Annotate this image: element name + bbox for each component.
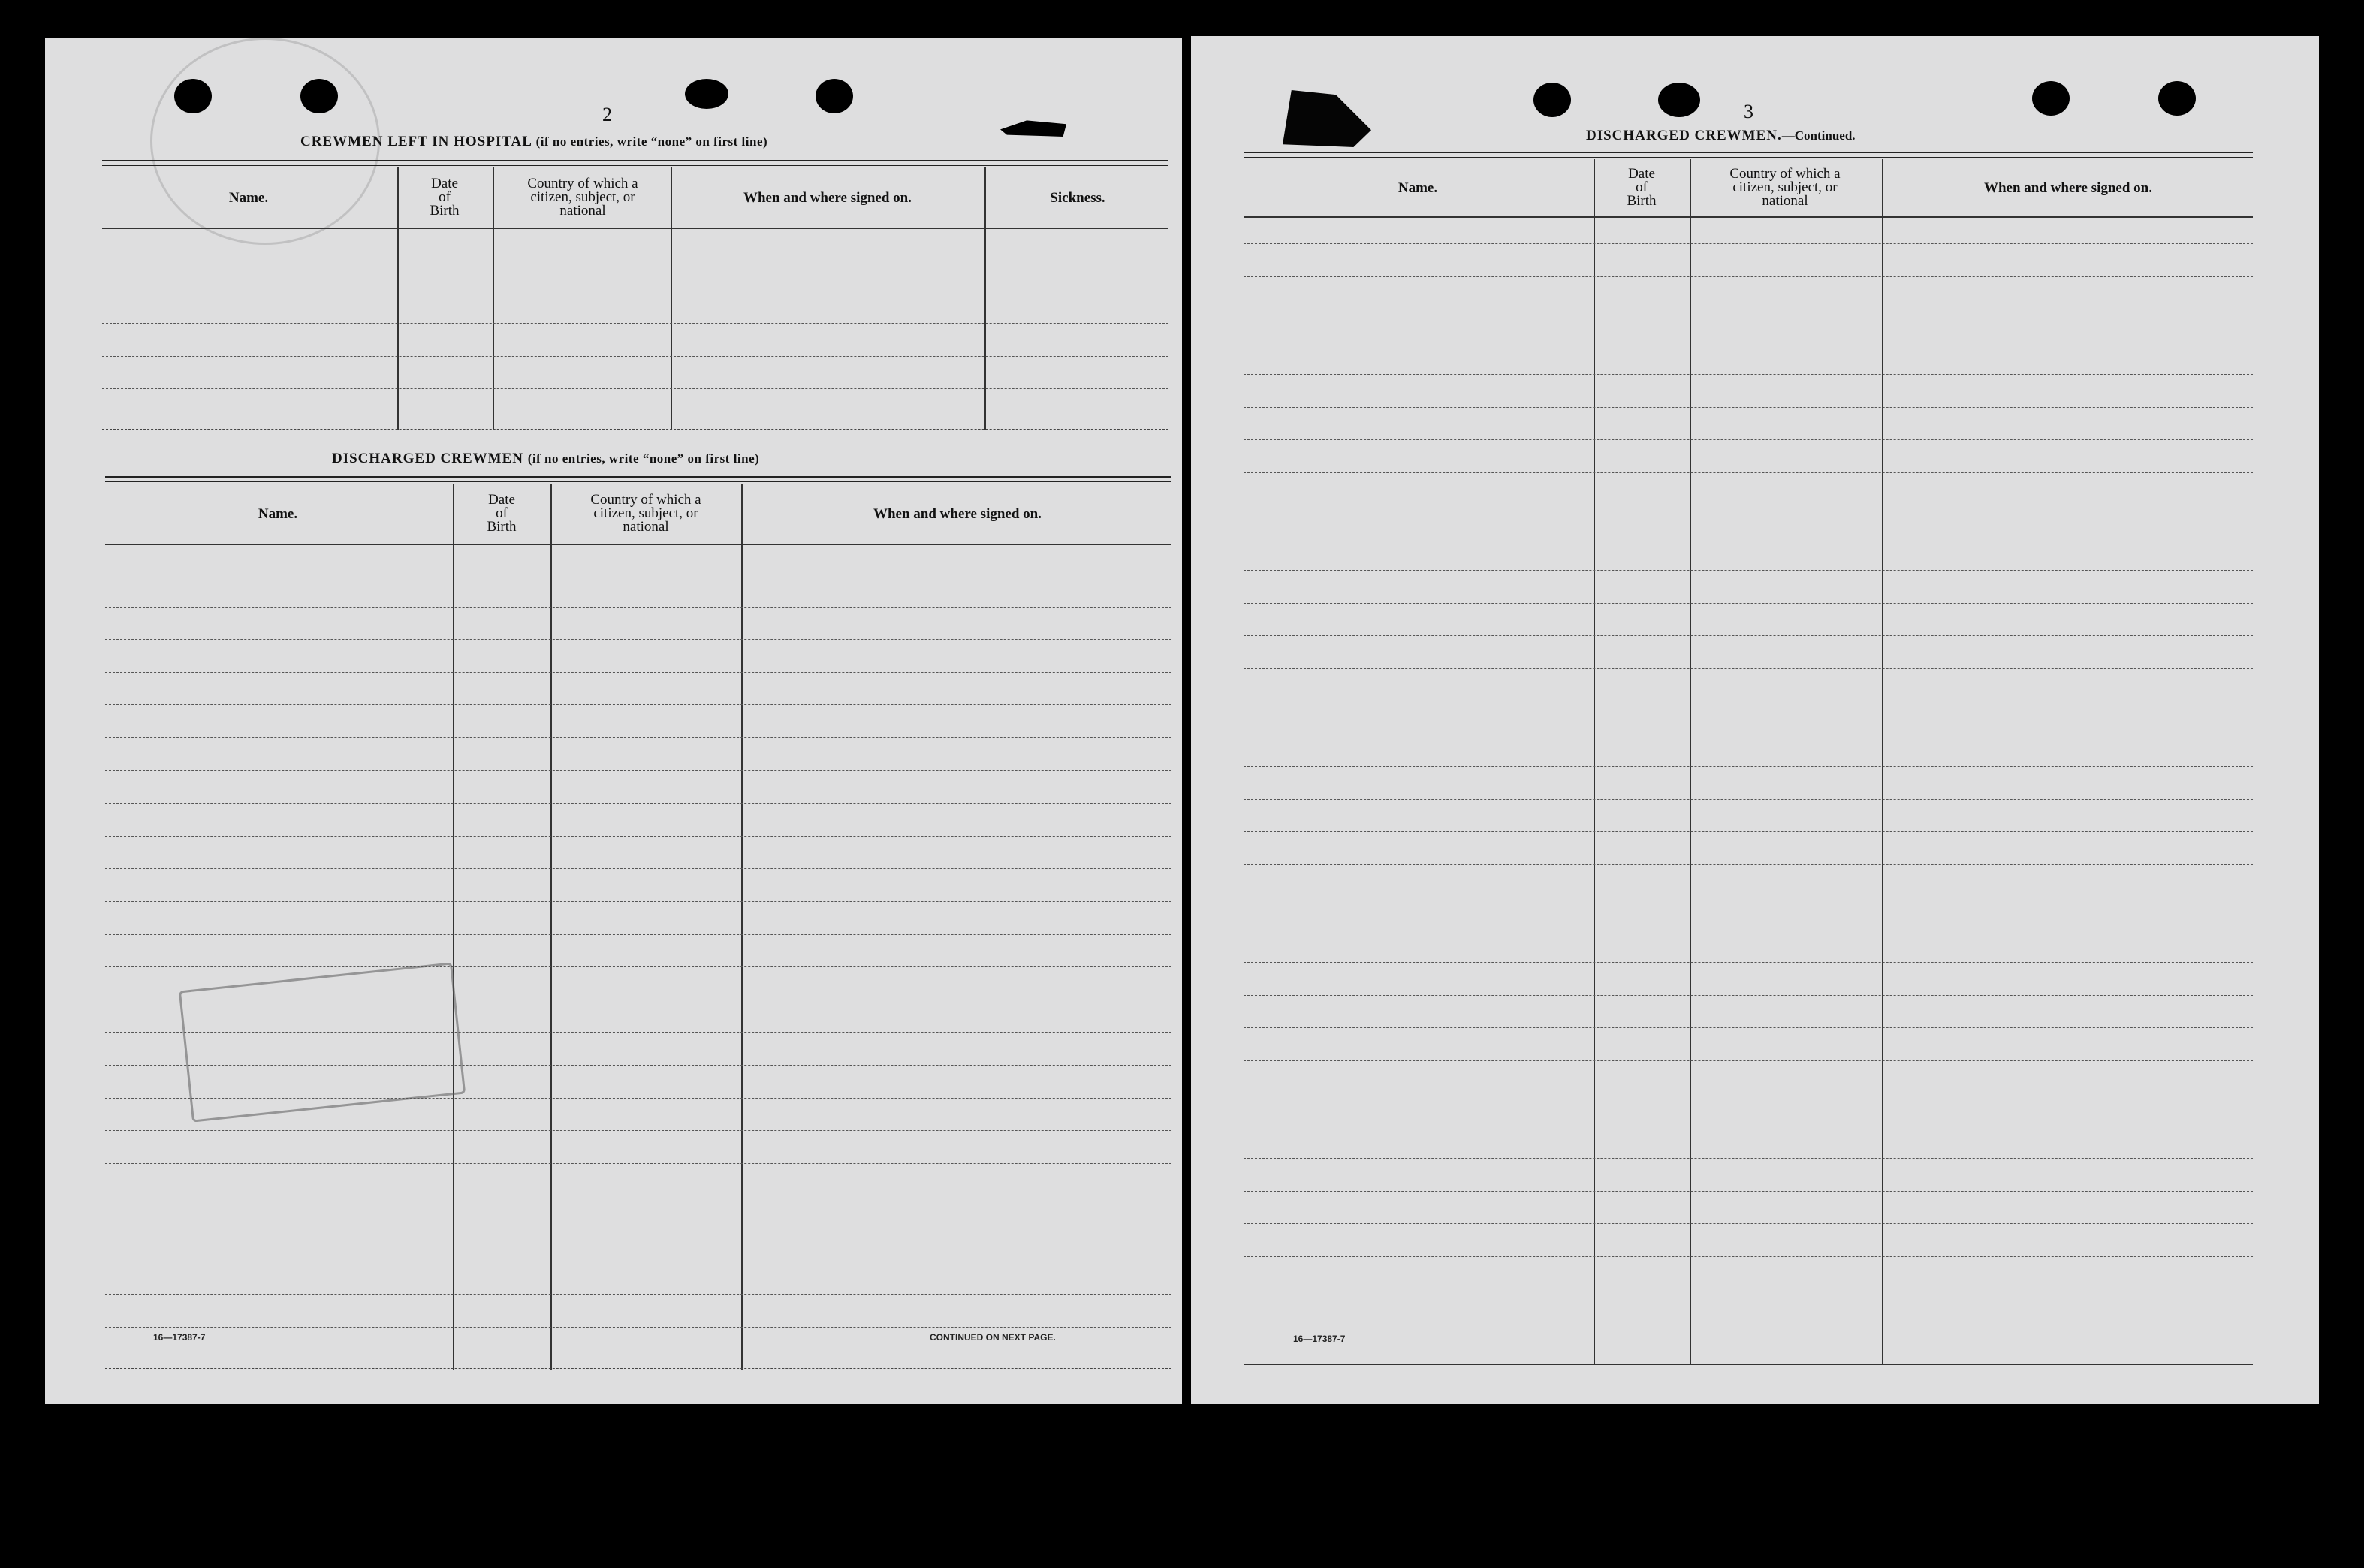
discharged-table-header (105, 484, 1171, 545)
col-header-sickness: Sickness. (1050, 189, 1105, 206)
entry-line (105, 1163, 1171, 1164)
entry-line (105, 770, 1171, 771)
discharged-continued-title (1586, 128, 1856, 144)
entry-line (105, 836, 1171, 837)
entry-line (1244, 668, 2253, 669)
entry-line (105, 607, 1171, 608)
entry-line (1244, 472, 2253, 473)
punch-hole (685, 79, 728, 109)
entry-line (1244, 1158, 2253, 1159)
col-header-signed-on: When and where signed on. (1983, 179, 2152, 196)
discharged-continued-bottom (1244, 1364, 2253, 1365)
punch-hole (2158, 81, 2196, 116)
entry-line (1244, 766, 2253, 767)
continued-note: CONTINUED ON NEXT PAGE. (930, 1332, 1056, 1343)
entry-line (1244, 962, 2253, 963)
discharged-continued-table (1244, 152, 2253, 1364)
col-header-country: Country of which a citizen, subject, or national (1729, 166, 1841, 209)
entry-line (1244, 1223, 2253, 1224)
hospital-section-title (300, 134, 767, 150)
discharged-title-text: DISCHARGED CREWMEN (332, 451, 523, 466)
col-header-dob: Date of Birth (1627, 166, 1657, 209)
punch-hole (1658, 83, 1700, 117)
punch-hole (816, 79, 853, 113)
column-rule (1594, 159, 1595, 1365)
discharged-continued-header (1244, 159, 2253, 218)
entry-line (1244, 407, 2253, 408)
right-page (1191, 36, 2319, 1404)
form-number: 16—17387-7 (1293, 1334, 1346, 1344)
discharged-table-bottom (105, 1368, 1171, 1369)
entry-line (105, 704, 1171, 705)
entry-line (105, 803, 1171, 804)
col-header-dob: Date of Birth (487, 492, 517, 535)
entry-line (1244, 1191, 2253, 1192)
entry-line (105, 1294, 1171, 1295)
col-header-signed-on: When and where signed on. (743, 189, 912, 206)
col-header-signed-on: When and where signed on. (873, 505, 1042, 522)
discharged-instruction: (if no entries, write “none” on first line) (527, 451, 760, 466)
entry-line (105, 672, 1171, 673)
column-rule (453, 484, 454, 1370)
hospital-table-bottom (102, 429, 1168, 430)
hospital-table-header (102, 167, 1168, 229)
entry-line (1244, 1060, 2253, 1061)
entry-line (1244, 570, 2253, 571)
punch-hole (1533, 83, 1571, 117)
column-rule (550, 484, 552, 1370)
entry-line (105, 966, 1171, 967)
col-header-name: Name. (258, 505, 298, 522)
col-header-country: Country of which a citizen, subject, or national (590, 492, 701, 535)
entry-line (1244, 995, 2253, 996)
entry-line (1244, 864, 2253, 865)
column-rule (493, 167, 494, 430)
hospital-title-text: CREWMEN LEFT IN HOSPITAL (300, 134, 532, 149)
page-number: 3 (1744, 101, 1753, 122)
column-rule (671, 167, 672, 430)
entry-line (105, 1327, 1171, 1328)
entry-line (102, 388, 1168, 389)
discharged-table (105, 476, 1171, 1368)
col-header-name: Name. (228, 189, 269, 206)
col-header-name: Name. (1398, 179, 1438, 196)
entry-line (1244, 831, 2253, 832)
entry-line (1244, 243, 2253, 244)
left-page (45, 38, 1182, 1404)
form-number: 16—17387-7 (153, 1332, 206, 1343)
entry-line (1244, 374, 2253, 375)
entry-line (1244, 635, 2253, 636)
entry-line (102, 356, 1168, 357)
entry-line (1244, 799, 2253, 800)
entry-line (105, 1130, 1171, 1131)
entry-line (105, 737, 1171, 738)
entry-line (1244, 1256, 2253, 1257)
col-header-country: Country of which a citizen, subject, or national (527, 176, 638, 219)
continued-suffix: —Continued. (1781, 128, 1856, 143)
col-header-dob: Date of Birth (430, 176, 460, 219)
column-rule (1690, 159, 1691, 1365)
discharged-section-title (332, 451, 759, 467)
hospital-instruction: (if no entries, write “none” on first line) (535, 134, 768, 149)
entry-line (1244, 1027, 2253, 1028)
torn-mark (1000, 119, 1066, 137)
entry-line (105, 868, 1171, 869)
entry-line (105, 901, 1171, 902)
column-rule (397, 167, 399, 430)
entry-line (1244, 276, 2253, 277)
column-rule (741, 484, 743, 1370)
column-rule (984, 167, 986, 430)
entry-line (102, 323, 1168, 324)
entry-line (1244, 603, 2253, 604)
torn-corner (1283, 90, 1371, 147)
punch-hole (2032, 81, 2070, 116)
page-number: 2 (602, 104, 612, 125)
hospital-table (102, 160, 1168, 429)
column-rule (1882, 159, 1883, 1365)
discharged-continued-title-text: DISCHARGED CREWMEN. (1586, 128, 1782, 143)
entry-line (105, 934, 1171, 935)
entry-line (1244, 439, 2253, 440)
entry-line (105, 639, 1171, 640)
